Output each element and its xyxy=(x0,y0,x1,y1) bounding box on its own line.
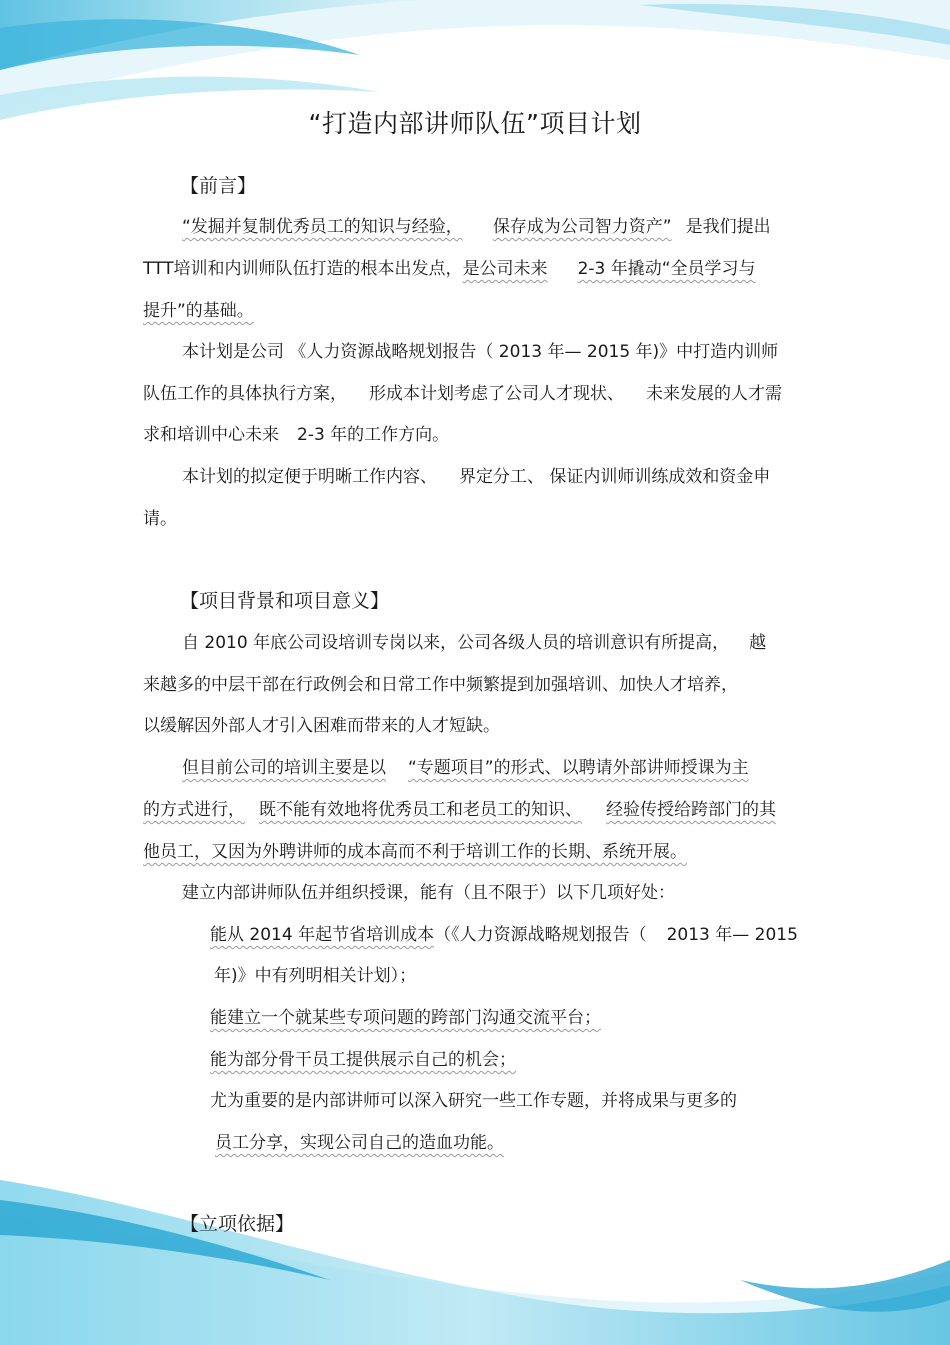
preface-p2-line2 xyxy=(143,383,782,405)
background-p3: 建立内部讲师队伍并组织授课，能有（且不限于）以下几项好处： xyxy=(182,883,675,903)
benefit-item-3 xyxy=(210,1049,516,1071)
preface-p1-line2 xyxy=(143,258,756,280)
page-title: “打造内部讲师队伍”项目计划 xyxy=(308,109,642,138)
background-p1-line1 xyxy=(182,632,766,654)
preface-p2-text3: 未来发展的人才需 xyxy=(646,384,782,404)
background-p2-text1: 但目前公司的培训主要是以 xyxy=(182,758,386,778)
preface-quote-part2: 保存成为公司智力资产” xyxy=(492,217,672,237)
preface-p1-text1: 是我们提出 xyxy=(685,217,771,237)
background-p2-text6: 他员工，又因为外聘讲师的成本高而不利于培训工作的长期、系统开展。 xyxy=(143,842,687,862)
preface-quote-part1: “发掘并复制优秀员工的知识与经验， xyxy=(182,217,463,237)
preface-p3-line1 xyxy=(182,466,770,488)
preface-p1-line1 xyxy=(182,216,771,238)
benefit-4-text2: 员工分享，实现公司自己的造血功能。 xyxy=(215,1133,504,1153)
benefit-1-text3: 2013 年— 2015 xyxy=(666,925,798,945)
preface-p2-line3 xyxy=(143,424,449,446)
background-p1-line2: 来越多的中层干部在行政例会和日常工作中频繁提到加强培训、加快人才培养， xyxy=(143,675,738,695)
background-p2-text5: 经验传授给跨部门的其 xyxy=(606,800,776,820)
preface-p1-text4: 2-3 年撬动“全员学习与 xyxy=(577,259,756,279)
background-p2-text2: “专题项目”的形式、以聘请外部讲师授课为主 xyxy=(408,758,749,778)
benefit-1-text2: （《人力资源战略规划报告（ xyxy=(434,925,647,945)
benefit-3-text: 能为部分骨干员工提供展示自己的机会； xyxy=(210,1050,516,1070)
benefit-item-1-line2: 年)》中有列明相关计划）； xyxy=(214,966,417,986)
section-heading-background: 【项目背景和项目意义】 xyxy=(180,590,390,612)
preface-p2-text5: 2-3 年的工作方向。 xyxy=(297,425,450,445)
preface-p1-text3: 是公司未来 xyxy=(462,259,548,279)
benefit-item-4-line2 xyxy=(215,1132,504,1154)
preface-p1-line3 xyxy=(143,300,254,322)
preface-p3-text2: 界定分工、 保证内训师训练成效和资金申 xyxy=(459,467,771,487)
preface-p3-line2: 请。 xyxy=(143,509,177,529)
preface-p1-text2: TTT培训和内训师队伍打造的根本出发点， xyxy=(143,259,463,279)
background-p1-text1: 自 2010 年底公司设培训专岗以来，公司各级人员的培训意识有所提高， xyxy=(182,633,730,653)
background-p2-line2 xyxy=(143,799,776,821)
background-p2-text4: 既不能有效地将优秀员工和老员工的知识、 xyxy=(259,800,582,820)
preface-p3-text1: 本计划的拟定便于明晰工作内容、 xyxy=(182,467,437,487)
preface-p2-line1: 本计划是公司 《人力资源战略规划报告（ 2013 年— 2015 年)》中打造内训师 xyxy=(182,342,779,362)
benefit-1-text1: 能从 2014 年起节省培训成本 xyxy=(210,925,435,945)
benefit-2-text: 能建立一个就某些专项问题的跨部门沟通交流平台； xyxy=(210,1008,601,1028)
preface-p2-text2: 形成本计划考虑了公司人才现状、 xyxy=(369,384,624,404)
benefit-item-2 xyxy=(210,1007,601,1029)
benefit-item-1-line1 xyxy=(210,924,798,946)
background-p2-text3: 的方式进行， xyxy=(143,800,245,820)
background-p1-line3: 以缓解因外部人才引入困难而带来的人才短缺。 xyxy=(143,716,500,736)
section-heading-preface: 【前言】 xyxy=(180,175,257,197)
preface-p2-text1: 队伍工作的具体执行方案， xyxy=(143,384,347,404)
background-p2-line3 xyxy=(143,841,687,863)
section-heading-basis: 【立项依据】 xyxy=(180,1213,295,1235)
background-p1-text2: 越 xyxy=(749,633,767,653)
benefit-item-4-line1: 尤为重要的是内部讲师可以深入研究一些工作专题，并将成果与更多的 xyxy=(210,1091,737,1111)
preface-p2-text4: 求和培训中心未来 xyxy=(143,425,279,445)
preface-p1-text5: 提升”的基础。 xyxy=(143,301,254,321)
background-p2-line1 xyxy=(182,757,749,779)
